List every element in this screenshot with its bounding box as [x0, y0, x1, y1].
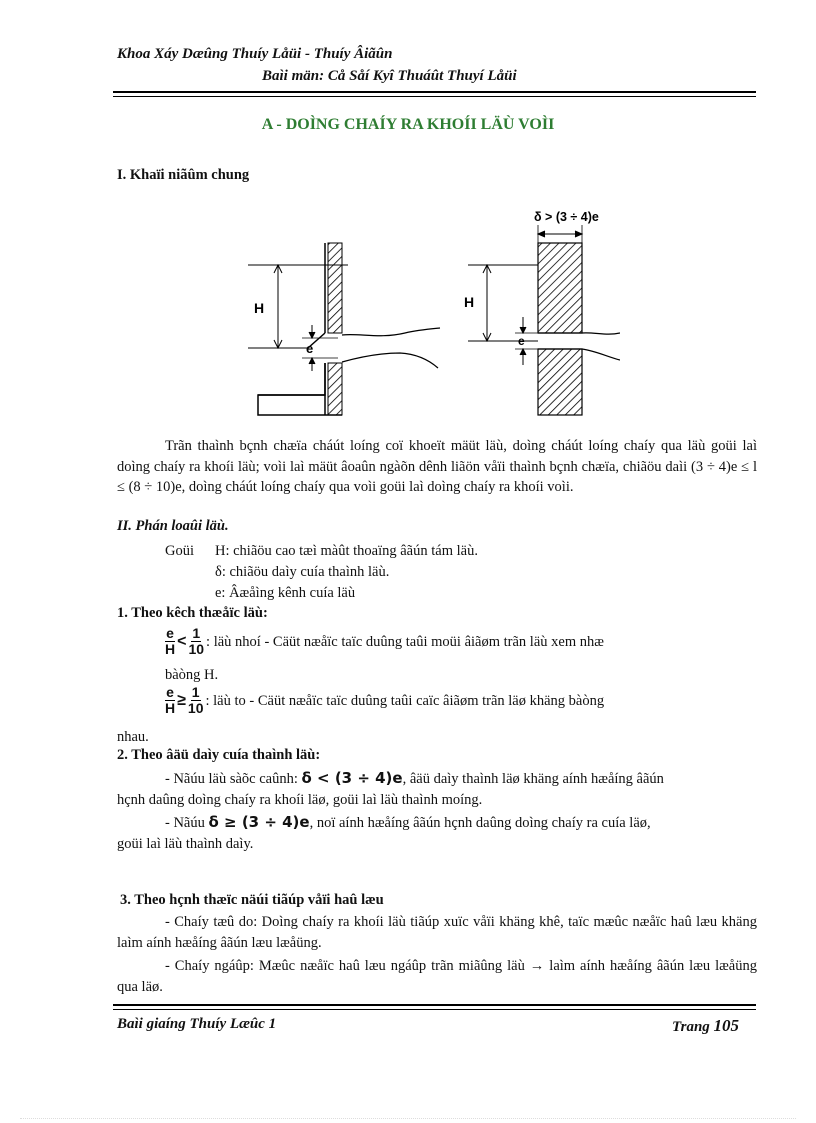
fraction-e-over-h-2: $\frac{e}{H}$: [165, 684, 176, 716]
subsection-heading-size: 1. Theo kêch thæåïc läù:: [117, 605, 268, 621]
page-edge: [20, 1118, 796, 1119]
right-e-label: e: [518, 334, 525, 348]
header-rule-thin: [113, 96, 756, 97]
thin-wall-line-2: hçnh daûng doìng chaíy ra khoíi läø, goüi laì läù thaình moíng.: [117, 792, 483, 808]
definition-delta: δ: chiãöu daìy cuía thaình läù.: [215, 564, 390, 580]
footer-rule-thin: [113, 1009, 756, 1010]
small-orifice-row: [165, 626, 757, 657]
large-orifice-text-2: nhau.: [117, 729, 149, 745]
page-title: A - DOÌNG CHAÍY RA KHOÍI LÄÙ VOÌI: [261, 116, 555, 133]
general-paragraph: Trãn thaình bçnh chæïa cháút loíng coï khoeït mäüt läù, doìng cháút loíng chaíy qua läù goüi laì doìng chaíy ra khoíi läù; voìi laì mäüt âoaûn ngàõn dênh liãön våïi thaình bçnh chæïa, chiãöu daìi (3 ÷ 4)e ≤ l ≤ (8 ÷ 10)e, doìng cháút loíng chaíy qua voìi goüi laì doìng chaíy ra khoíi voìi.: [117, 438, 757, 495]
footer-rule-thick: [113, 1004, 756, 1006]
definition-h: H: chiãöu cao tæì màût thoaïng âãún tám läù.: [215, 543, 478, 559]
thick-wall-line-2: goüi laì läù thaình daìy.: [117, 836, 254, 852]
thin-wall-diagram: [248, 243, 440, 415]
footer-page: Trang 105: [672, 1016, 740, 1035]
thick-wall-diagram: [464, 210, 620, 415]
left-e-label: e: [306, 341, 314, 356]
right-h-label: H: [464, 294, 475, 310]
header-line-2: Baìi män: Cå Såí Kyî Thuáût Thuyí Låüi: [262, 68, 517, 84]
free-flow-paragraph: - Chaíy tæû do: Doìng chaíy ra khoíi läù tiãúp xuïc våïi khäng khê, taïc mæûc næåïc haû læu khäng laìm aính hæåíng âãún læu læåüng.: [117, 914, 757, 951]
fraction-one-tenth: $\frac{1}{10}$: [188, 625, 205, 657]
definition-e: e: Âæåìng kênh cuía läù: [215, 585, 356, 601]
left-h-label: H: [254, 300, 265, 316]
footer-lecture-title: Baìi giaíng Thuíy Læûc 1: [117, 1016, 277, 1032]
small-orifice-text: : läù nhoí - Cäüt næåïc taïc duûng taûi moüi âiãøm trãn läù xem nhæ: [206, 633, 604, 650]
section-heading-classification: II. Phán loaûi läù.: [117, 518, 229, 534]
greater-equal-sign: ≥: [177, 691, 186, 709]
small-orifice-text-2: bàòng H.: [165, 667, 219, 683]
subsection-heading-thickness: 2. Theo âäü daìy cuía thaình läù:: [117, 747, 321, 763]
thin-wall-line: - Nãúu läù sàõc caûnh: δ < (3 ÷ 4)e, âäü daìy thaình läø khäng aính hæåíng âãún: [165, 769, 664, 787]
section-heading-general: I. Khaïi niãûm chung: [117, 167, 250, 183]
submerged-flow-paragraph: - Chaíy ngáûp: Mæûc næåïc haû læu ngáûp trãn miãûng läù → laìm aính hæåíng âãún læu læåüng qua läø.: [117, 958, 757, 995]
fraction-one-tenth-2: $\frac{1}{10}$: [187, 684, 204, 716]
header-line-1: Khoa Xáy Dæûng Thuíy Låüi - Thuíy Âiãûn: [117, 46, 393, 62]
right-delta-label: δ > (3 ÷ 4)e: [534, 210, 599, 224]
less-than-sign: <: [177, 632, 187, 650]
orifice-figure: [240, 205, 620, 420]
definition-goi: Goüi: [165, 543, 194, 559]
header-rule-thick: [113, 91, 756, 93]
subsection-heading-connection: 3. Theo hçnh thæïc näúi tiãúp våïi haû læu: [120, 892, 384, 908]
fraction-e-over-h: $\frac{e}{H}$: [165, 625, 176, 657]
large-orifice-text: : läù to - Cäüt næåïc taïc duûng taûi caïc âiãøm trãn läø khäng bàòng: [205, 692, 605, 709]
thin-wall-condition: δ < (3 ÷ 4)e: [301, 769, 403, 787]
thick-wall-condition: δ ≥ (3 ÷ 4)e: [208, 813, 310, 831]
large-orifice-row: [165, 685, 757, 716]
thick-wall-line: - Nãúu δ ≥ (3 ÷ 4)e, noï aính hæåíng âãún hçnh daûng doìng chaíy ra cuía läø,: [165, 813, 651, 831]
